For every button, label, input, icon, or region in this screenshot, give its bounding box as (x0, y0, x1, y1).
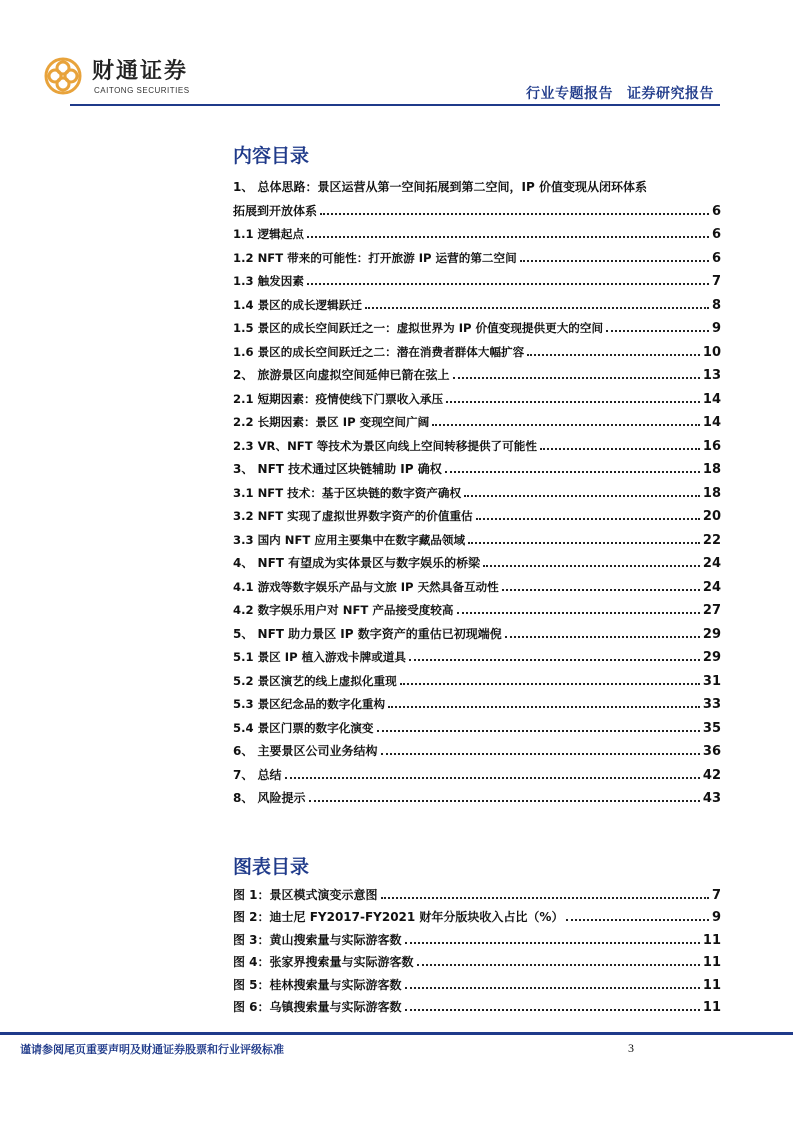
toc-entry-page: 43 (702, 791, 721, 806)
footer-divider (0, 1032, 793, 1035)
leader-dots (417, 964, 700, 966)
toc-entry-label: 5.1 景区 IP 植入游戏卡牌或道具 (233, 650, 406, 664)
leader-dots (505, 636, 700, 638)
leader-dots (445, 471, 700, 473)
figure-entry-label: 图 2：迪士尼 FY2017-FY2021 财年分版块收入占比（%） (233, 910, 564, 924)
figure-entry-page: 11 (702, 932, 721, 948)
toc-entry-1-line1[interactable] (233, 169, 721, 195)
toc-entry-page: 18 (702, 485, 721, 501)
leader-dots (365, 307, 709, 309)
toc-entry-label: 5.2 景区演艺的线上虚拟化重现 (233, 673, 397, 688)
header-divider (70, 104, 720, 106)
toc-entry[interactable] (233, 219, 721, 243)
caitong-logo-icon (44, 57, 82, 95)
footer-disclaimer: 谨请参阅尾页重要声明及财通证券股票和行业评级标准 (20, 1043, 284, 1056)
toc-entry-page: 18 (702, 462, 721, 477)
toc-entry[interactable] (233, 524, 721, 548)
leader-dots (520, 260, 709, 262)
toc-entry-page: 35 (702, 720, 721, 736)
toc-entry-page: 24 (702, 579, 721, 595)
toc-title: 内容目录 (233, 145, 310, 167)
figure-entry[interactable] (233, 925, 721, 948)
toc-entry[interactable] (233, 407, 721, 431)
toc-entry-label: 3.1 NFT 技术：基于区块链的数字资产确权 (233, 485, 462, 500)
leader-dots (377, 730, 700, 732)
figure-entry-page: 11 (702, 1000, 721, 1015)
toc-entry-label: 1.4 景区的成长逻辑跃迁 (233, 297, 362, 312)
toc-entry-label: 2、 旅游景区向虚拟空间延伸已箭在弦上 (233, 368, 450, 382)
toc-entry[interactable] (233, 383, 721, 407)
leader-dots (457, 612, 700, 614)
leader-dots (540, 448, 700, 450)
report-type-research: 证券研究报告 (627, 86, 714, 102)
leader-dots (432, 424, 700, 426)
toc-entry-label: 2.3 VR、NFT 等技术为景区向线上空间转移提供了可能性 (233, 438, 537, 453)
leader-dots (405, 987, 700, 989)
toc-entry-page: 22 (702, 532, 721, 548)
brand-name-cn: 财通证券 (92, 59, 189, 84)
figures-list (233, 854, 721, 1015)
toc-entry[interactable] (233, 266, 721, 290)
toc-entry[interactable] (233, 477, 721, 501)
toc-entry-page: 14 (702, 415, 721, 430)
leader-dots (388, 706, 700, 708)
toc-entry-page: 6 (711, 227, 721, 242)
toc-entry-label: 1.2 NFT 带来的可能性：打开旅游 IP 运营的第二空间 (233, 250, 517, 265)
toc-entry-page: 14 (702, 391, 721, 407)
toc-entry-page: 20 (702, 509, 721, 524)
report-type-industry: 行业专题报告 (526, 86, 613, 102)
leader-dots (307, 283, 709, 285)
leader-dots (285, 777, 700, 779)
leader-dots (483, 565, 700, 567)
toc-entry-page: 29 (702, 650, 721, 665)
leader-dots (309, 800, 700, 802)
toc-entry[interactable] (233, 454, 721, 478)
toc-entry[interactable] (233, 595, 721, 619)
toc-entry-label: 1.6 景区的成长空间跃迁之二：潜在消费者群体大幅扩容 (233, 344, 525, 359)
figure-entry-label: 图 3：黄山搜索量与实际游客数 (233, 932, 402, 947)
figure-entry-page: 11 (702, 955, 721, 970)
toc-entry-page: 33 (702, 697, 721, 712)
toc-entry[interactable] (233, 689, 721, 713)
toc-entry[interactable] (233, 242, 721, 266)
toc-entry-page: 31 (702, 673, 721, 689)
figure-entry-label: 图 5：桂林搜索量与实际游客数 (233, 977, 402, 992)
toc-entry-page: 9 (711, 321, 721, 336)
toc-entry-label: 7、 总结 (233, 767, 282, 782)
toc-entry[interactable] (233, 783, 721, 807)
leader-dots (381, 897, 709, 899)
leader-dots (446, 401, 700, 403)
toc-entry-page: 10 (702, 344, 721, 360)
toc-entry[interactable] (233, 548, 721, 572)
toc-entry-label: 5.4 景区门票的数字化演变 (233, 720, 374, 735)
leader-dots (566, 919, 708, 921)
toc-entry[interactable] (233, 360, 721, 384)
toc-entry[interactable] (233, 289, 721, 313)
report-type (526, 83, 714, 103)
figure-entry[interactable] (233, 948, 721, 971)
leader-dots (381, 753, 700, 755)
figure-entry[interactable] (233, 993, 721, 1016)
leader-dots (405, 942, 700, 944)
toc-entry[interactable] (233, 430, 721, 454)
toc-entry-page: 8 (711, 297, 721, 313)
toc-entry-label: 3.3 国内 NFT 应用主要集中在数字藏品领域 (233, 532, 466, 547)
leader-dots (409, 659, 700, 661)
toc-entry[interactable] (233, 736, 721, 760)
toc-entry-page: 6 (711, 203, 721, 219)
page-number: 3 (628, 1041, 634, 1055)
table-of-contents (233, 143, 721, 806)
toc-entry-label: 8、 风险提示 (233, 791, 306, 805)
leader-dots (502, 589, 700, 591)
leader-dots (527, 354, 700, 356)
toc-entry-page: 6 (711, 250, 721, 266)
toc-entry-label: 5、 NFT 助力景区 IP 数字资产的重估已初现端倪 (233, 626, 502, 641)
toc-entry[interactable] (233, 336, 721, 360)
leader-dots (320, 213, 709, 215)
toc-entry-page: 16 (702, 438, 721, 454)
toc-entry[interactable] (233, 571, 721, 595)
figure-entry-label: 图 1：景区模式演变示意图 (233, 887, 378, 902)
toc-entry-label: 1.5 景区的成长空间跃迁之一：虚拟世界为 IP 价值变现提供更大的空间 (233, 321, 604, 335)
toc-entry[interactable] (233, 642, 721, 666)
toc-entry-label: 2.1 短期因素：疫情使线下门票收入承压 (233, 391, 444, 406)
leader-dots (307, 236, 709, 238)
figure-entry[interactable] (233, 903, 721, 926)
leader-dots (468, 542, 700, 544)
leader-dots (405, 1009, 700, 1011)
toc-entry-page: 7 (711, 274, 721, 289)
toc-entry-page: 42 (702, 767, 721, 783)
toc-entry-label: 3.2 NFT 实现了虚拟世界数字资产的价值重估 (233, 509, 473, 523)
toc-entry[interactable] (233, 665, 721, 689)
toc-entry[interactable] (233, 759, 721, 783)
toc-entry-page: 36 (702, 744, 721, 759)
toc-entry-label: 1.1 逻辑起点 (233, 227, 304, 241)
leader-dots (606, 330, 709, 332)
figure-entry-page: 9 (711, 910, 721, 925)
leader-dots (476, 518, 700, 520)
toc-entry-label: 5.3 景区纪念品的数字化重构 (233, 697, 386, 711)
figure-entry-page: 7 (711, 887, 721, 903)
figures-entries (233, 880, 721, 1015)
toc-list (233, 195, 721, 806)
toc-entry[interactable] (233, 618, 721, 642)
brand-name-en: CAITONG SECURITIES (94, 86, 190, 95)
toc-entry-label: 1、 总体思路：景区运营从第一空间拓展到第二空间，IP 价值变现从闭环体系 (233, 180, 647, 194)
toc-entry-page: 29 (702, 626, 721, 642)
toc-entry[interactable] (233, 712, 721, 736)
toc-entry-label: 2.2 长期因素：景区 IP 变现空间广阔 (233, 415, 430, 429)
leader-dots (400, 683, 700, 685)
toc-entry[interactable] (233, 195, 721, 219)
figure-entry[interactable] (233, 970, 721, 993)
toc-entry-label: 4.1 游戏等数字娱乐产品与文旅 IP 天然具备互动性 (233, 579, 499, 594)
figure-entry[interactable] (233, 880, 721, 903)
toc-entry-page: 13 (702, 368, 721, 383)
toc-entry[interactable] (233, 501, 721, 525)
figures-title: 图表目录 (233, 856, 310, 878)
toc-entry-label: 3、 NFT 技术通过区块链辅助 IP 确权 (233, 462, 442, 476)
toc-entry-label: 拓展到开放体系 (233, 203, 318, 218)
figure-entry-page: 11 (702, 977, 721, 993)
toc-entry-label: 4、 NFT 有望成为实体景区与数字娱乐的桥梁 (233, 556, 481, 570)
toc-entry-page: 27 (702, 603, 721, 618)
leader-dots (453, 377, 700, 379)
toc-entry-label: 1.3 触发因素 (233, 274, 304, 288)
page-header (0, 0, 793, 110)
figure-entry-label: 图 4：张家界搜索量与实际游客数 (233, 955, 414, 969)
toc-entry-label: 6、 主要景区公司业务结构 (233, 744, 378, 758)
leader-dots (464, 495, 700, 497)
toc-entry[interactable] (233, 313, 721, 337)
figure-entry-label: 图 6：乌镇搜索量与实际游客数 (233, 1000, 402, 1014)
toc-entry-label: 4.2 数字娱乐用户对 NFT 产品接受度较高 (233, 603, 454, 617)
toc-entry-page: 24 (702, 556, 721, 571)
